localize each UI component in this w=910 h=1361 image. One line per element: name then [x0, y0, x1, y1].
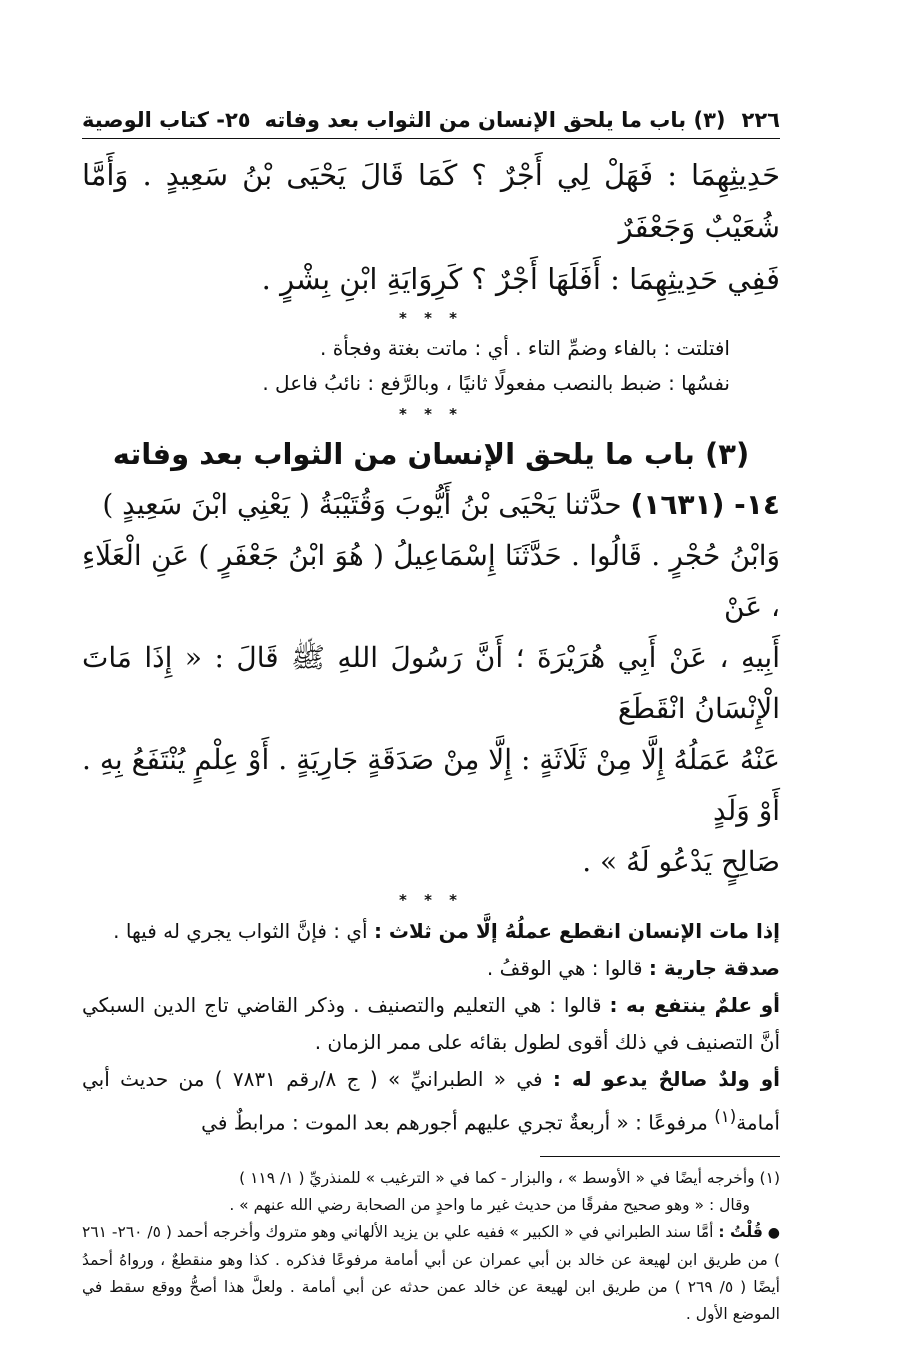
lemma: إذا مات الإنسان انقطع عملُهُ إلَّا من ثلاث :: [373, 919, 780, 943]
hadith-line: وَابْنُ حُجْرٍ . قَالُوا . حَدَّثَنَا إِسْمَاعِيلُ ( هُوَ ابْنُ جَعْفَرٍ ) عَنِ الْعَلَاءِ ، عَنْ: [82, 539, 780, 623]
hadith-number: ١٤- (١٦٣١): [630, 488, 780, 521]
commentary: [82, 913, 780, 1142]
separator: * * *: [399, 891, 463, 909]
hadith-line-text: حدَّثنا يَحْيَى بْنُ أَيُّوبَ وَقُتَيْبَةُ ( يَعْنِي ابْنَ سَعِيدٍ ): [102, 488, 622, 521]
commentary-entry: [82, 1061, 780, 1142]
footnote-divider: [540, 1156, 780, 1157]
gloss: قالوا : هي التعليم والتصنيف . وذكر القاضي تاج الدين السبكي أنَّ التصنيف في ذلك أقوى لطول بقائه على ممر الزمان .: [82, 993, 780, 1054]
commentary-entry: [82, 950, 780, 987]
section-title: (٣) باب ما يلحق الإنسان من الثواب بعد وفاته: [112, 437, 750, 471]
footnote-line: وقال : « وهو صحيح مفرقًا من حديث غير ما واحدٍ من الصحابة رضي الله عنهم » .: [229, 1195, 750, 1214]
commentary-entry: [82, 987, 780, 1061]
gloss: قالوا : هي الوقفُ .: [486, 956, 643, 980]
lemma: أو علمٌ ينتفع به :: [609, 993, 781, 1017]
separator: * * *: [399, 309, 463, 327]
gloss: مرفوعًا : « أربعةٌ تجري عليهم أجورهم بعد الموت : مرابطٌ في: [201, 1110, 708, 1135]
footnote-line: (١) وأخرجه أيضًا في « الأوسط » ، والبزار - كما في « الترغيب » للمنذريِّ ( ١/ ١١٩ ): [239, 1168, 780, 1187]
top-text: [82, 149, 780, 305]
footnote-text: أمَّا سند الطبراني في « الكبير » ففيه علي بن يزيد الألهاني وهو متروك وأخرجه أحمد ( ٥/ ٢٦٠- ٢٦١ ) من طريق ابن لهيعة عن خالد بن أبي عمران عن أبي أمامة مرفوعًا فذكره . كذا وهو منقطعٌ ، ورواهُ أحمدُ أيضًا ( ٥/ ٢٦٩ ) من طريق ابن لهيعة عن خالد عمن حدثه عن أبي أمامة . ولعلَّ هذا أصحُّ ووقع سقط في الموضع الأول .: [82, 1222, 780, 1323]
gloss: أي : فإنَّ الثواب يجري له فيها .: [113, 919, 368, 943]
running-header: [82, 108, 780, 139]
lemma: أو ولدٌ صالحٌ يدعو له :: [552, 1067, 781, 1091]
glossary-notes: [82, 331, 780, 401]
gloss: في « الطبرانيِّ » ( ج ٨/رقم ٧٨٣١ ) من حديث أبي أمامة: [82, 1067, 780, 1135]
footnotes: [82, 1165, 780, 1328]
text-line: فَفِي حَدِيثِهِمَا : أَفَلَهَا أَجْرٌ ؟ كَرِوَايَةِ ابْنِ بِشْرٍ .: [261, 262, 780, 296]
hadith-line: عَنْهُ عَمَلُهُ إِلَّا مِنْ ثَلَاثَةٍ : إِلَّا مِنْ صَدَقَةٍ جَارِيَةٍ . أَوْ عِلْمٍ يُنْتَفَعُ بِهِ . أَوْ وَلَدٍ: [82, 743, 780, 827]
note-line: افتلتت : بالفاء وضمِّ التاء . أي : ماتت بغتة وفجأة .: [320, 336, 730, 360]
page-number: ٢٢٦: [741, 108, 780, 132]
hadith-line: أَبِيهِ ، عَنْ أَبِي هُرَيْرَةَ ؛ أَنَّ رَسُولَ اللهِ ﷺ قَالَ : « إِذَا مَاتَ الْإِنْسَانُ انْقَطَعَ: [82, 641, 780, 725]
book-page: [82, 108, 780, 1328]
bullet-icon: ●: [767, 1224, 780, 1241]
hadith-text: [82, 479, 780, 887]
text-line: حَدِيثِهِمَا : فَهَلْ لِي أَجْرٌ ؟ كَمَا قَالَ يَحْيَى بْنُ سَعِيدٍ . وَأَمَّا شُعَيْبٌ وَجَعْفَرٌ: [82, 158, 780, 244]
hadith-line: صَالِحٍ يَدْعُو لَهُ » .: [582, 845, 780, 878]
footnote-entry: [82, 1219, 780, 1328]
hadith-line: [82, 479, 780, 530]
book-title: ٢٥- كتاب الوصية: [82, 108, 251, 132]
footnote-marker[interactable]: (١): [714, 1107, 737, 1126]
separator: * * *: [399, 405, 463, 423]
header-titles: [82, 108, 726, 132]
lemma: قُلْتُ :: [718, 1222, 763, 1241]
lemma: صدقة جارية :: [648, 956, 780, 980]
note-line: نفسُها : ضبط بالنصب مفعولًا ثانيًا ، وبالرَّفع : نائبُ فاعل .: [262, 371, 730, 395]
chapter-title: (٣) باب ما يلحق الإنسان من الثواب بعد وفاته: [264, 108, 726, 132]
commentary-entry: [82, 913, 780, 950]
